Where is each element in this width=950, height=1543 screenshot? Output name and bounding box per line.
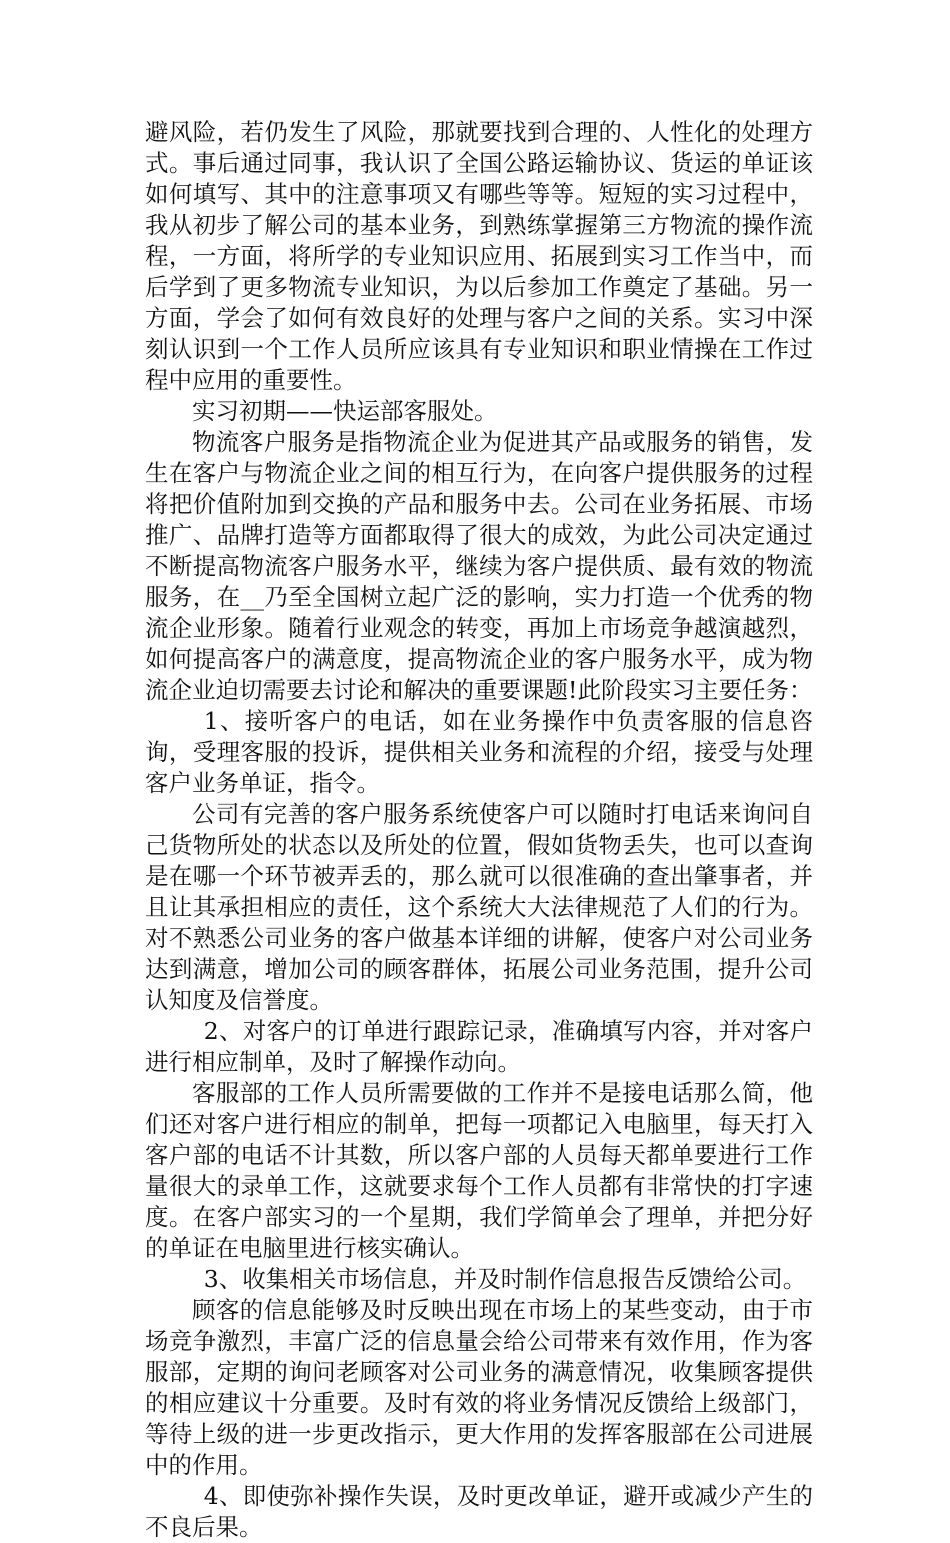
document-body xyxy=(145,117,813,1543)
paragraph-logistics-service: 物流客户服务是指物流企业为促进其产品或服务的销售，发生在客户与物流企业之间的相互行为，在向客户提供服务的过程将把价值附加到交换的产品和服务中去。公司在业务拓展、市场推广、品牌打造等方面都取得了很大的成效，为此公司决定通过不断提高物流客户服务水平，继续为客户提供质、最有效的物流服务，在__乃至全国树立起广泛的影响，实力打造一个优秀的物流企业形象。随着行业观念的转变，再加上市场竞争越演越烈，如何提高客户的满意度，提高物流企业的客户服务水平，成为物流企业迫切需要去讨论和解决的重要课题!此阶段实习主要任务： xyxy=(145,428,813,704)
task-item-3: 3、收集相关市场信息，并及时制作信息报告反馈给公司。 xyxy=(203,1265,807,1293)
paragraph-risk-handling: 避风险，若仍发生了风险，那就要找到合理的、人性化的处理方式。事后通过同事，我认识了全国公路运输协议、货运的单证该如何填写、其中的注意事项又有哪些等等。短短的实习过程中，我从初步了解公司的基本业务，到熟练掌握第三方物流的操作流程，一方面，将所学的专业知识应用、拓展到实习工作当中，而后学到了更多物流专业知识，为以后参加工作奠定了基础。另一方面，学会了如何有效良好的处理与客户之间的关系。实习中深刻认识到一个工作人员所应该具有专业知识和职业情操在工作过程中应用的重要性。 xyxy=(145,118,813,394)
section-heading-early-internship: 实习初期——快运部客服处。 xyxy=(192,397,498,425)
paragraph-service-system: 公司有完善的客户服务系统使客户可以随时打电话来询问自己货物所处的状态以及所处的位置，假如货物丢失，也可以查询是在哪一个环节被弄丢的，那么就可以很准确的查出肇事者，并且让其承担相应的责任，这个系统大大法律规范了人们的行为。对不熟悉公司业务的客户做基本详细的讲解，使客户对公司业务达到满意，增加公司的顾客群体，拓展公司业务范围，提升公司认知度及信誉度。 xyxy=(145,800,813,1014)
task-item-1: 1、接听客户的电话，如在业务操作中负责客服的信息咨询，受理客服的投诉，提供相关业务和流程的介绍，接受与处理客户业务单证，指令。 xyxy=(145,707,813,797)
task-item-2: 2、对客户的订单进行跟踪记录，准确填写内容，并对客户进行相应制单，及时了解操作动向。 xyxy=(145,1017,813,1076)
paragraph-market-info: 顾客的信息能够及时反映出现在市场上的某些变动，由于市场竞争激烈，丰富广泛的信息量会给公司带来有效作用，作为客服部，定期的询问老顾客对公司业务的满意情况，收集顾客提供的相应建议十分重要。及时有效的将业务情况反馈给上级部门，等待上级的进一步更改指示，更大作用的发挥客服部在公司进展中的作用。 xyxy=(145,1296,813,1479)
paragraph-order-entry: 客服部的工作人员所需要做的工作并不是接电话那么简，他们还对客户进行相应的制单，把每一项都记入电脑里，每天打入客户部的电话不计其数，所以客户部的人员每天都单要进行工作量很大的录单工作，这就要求每个工作人员都有非常快的打字速度。在客户部实习的一个星期，我们学简单会了理单，并把分好的单证在电脑里进行核实确认。 xyxy=(145,1079,813,1262)
task-item-4: 4、即使弥补操作失误，及时更改单证，避开或减少产生的不良后果。 xyxy=(145,1482,813,1541)
